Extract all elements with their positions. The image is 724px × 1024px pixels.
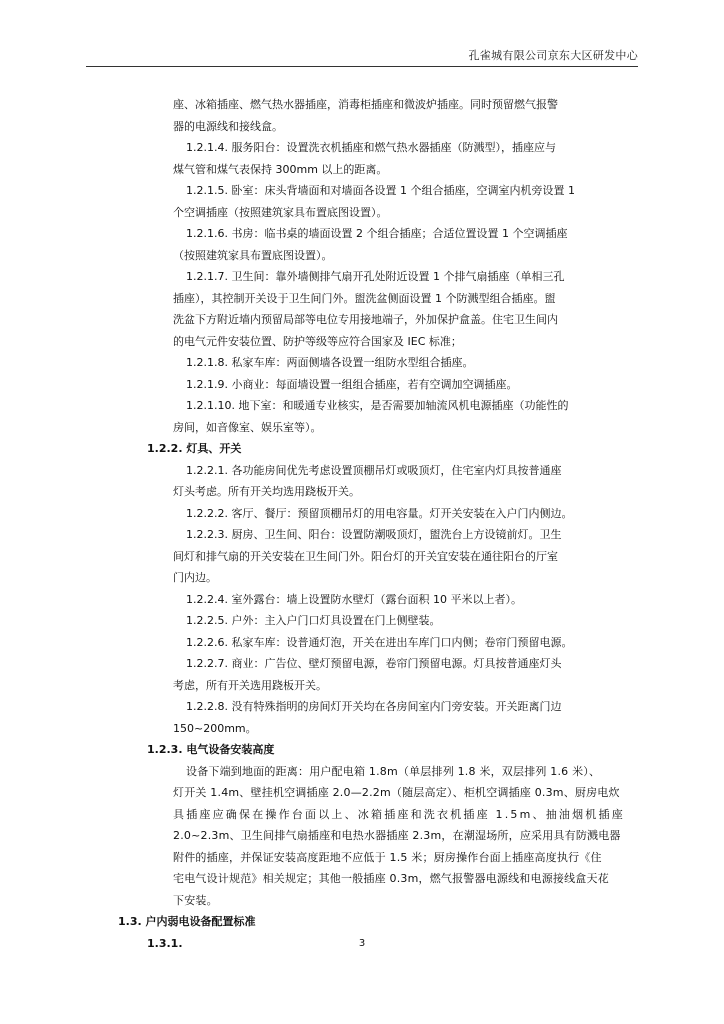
- text-line: 1.2.1.5. 卧室：床头背墙面和对墙面各设置 1 个组合插座，空调室内机旁设置 1: [186, 184, 575, 197]
- text-line: 具插座应确保在操作台面以上、冰箱插座和洗衣机插座 1.5m、抽油烟机插座: [173, 807, 625, 821]
- text-line: 1.2.2.7. 商业：广告位、壁灯预留电源，卷帘门预留电源。灯具按普通座灯头: [186, 657, 562, 670]
- text-line: 1.2.2.8. 没有特殊指明的房间灯开关均在各房间室内门旁安装。开关距离门边: [186, 700, 562, 713]
- text-line: 煤气管和煤气表保持 300mm 以上的距离。: [173, 162, 388, 176]
- text-line: 的电气元件安装位置、防护等级等应符合国家及 IEC 标准；: [173, 334, 462, 348]
- text-line: 灯开关 1.4m、壁挂机空调插座 2.0—2.2m（随层高定）、柜机空调插座 0.3m、厨房电炊: [173, 786, 620, 799]
- text-line: 1.2.2.4. 室外露台：墙上设置防水壁灯（露台面积 10 平米以上者）。: [186, 592, 522, 606]
- text-line: 间灯和排气扇的开关安装在卫生间门外。阳台灯的开关宜安装在通往阳台的厅室: [173, 549, 558, 563]
- chapter-heading: 1.3. 户内弱电设备配置标准: [118, 915, 256, 928]
- section-heading: 1.2.3. 电气设备安装高度: [147, 743, 275, 756]
- text-line: 1.2.1.6. 书房：临书桌的墙面设置 2 个组合插座；合适位置设置 1 个空调插座: [186, 227, 568, 240]
- text-line: （按照建筑家具布置底图设置）。: [173, 248, 333, 262]
- text-line: 附件的插座，并保证安装高度距地不应低于 1.5 米；厨房操作台面上插座高度执行《住: [173, 850, 602, 864]
- text-line: 插座），其控制开关设于卫生间门外。盥洗盆侧面设置 1 个防溅型组合插座。盥: [173, 291, 556, 305]
- text-line: 座、冰箱插座、燃气热水器插座，消毒柜插座和微波炉插座。同时预留燃气报警: [173, 98, 558, 111]
- text-line: 1.2.2.1. 各功能房间优先考虑设置顶棚吊灯或吸顶灯，住宅室内灯具按普通座: [186, 463, 562, 477]
- text-line: 150~200mm。: [173, 721, 257, 735]
- text-line: 考虑，所有开关选用跷板开关。: [173, 678, 327, 692]
- text-line: 2.0~2.3m、卫生间排气扇插座和电热水器插座 2.3m，在潮湿场所，应采用具有防溅电器: [173, 829, 621, 842]
- text-line: 器的电源线和接线盒。: [173, 119, 283, 133]
- text-line: 宅电气设计规范》相关规定；其他一般插座 0.3m，燃气报警器电源线和电源接线盒天花: [173, 872, 609, 885]
- section-heading: 1.3.1.: [147, 936, 183, 950]
- header-company: 孔雀城有限公司京东大区研发中心: [468, 49, 638, 62]
- text-line: 1.2.1.4. 服务阳台：设置洗衣机插座和燃气热水器插座（防溅型），插座应与: [186, 141, 556, 154]
- text-line: 灯头考虑。所有开关均选用跷板开关。: [173, 485, 360, 498]
- text-line: 个空调插座（按照建筑家具布置底图设置）。: [173, 205, 388, 219]
- text-line: 1.2.1.8. 私家车库：两面侧墙各设置一组防水型组合插座。: [186, 356, 474, 369]
- text-line: 1.2.2.6. 私家车库：设普通灯泡，开关在进出车库门口内侧；卷帘门预留电源。: [186, 635, 573, 649]
- page-number: 3: [358, 938, 366, 949]
- header-rule: [86, 66, 638, 67]
- text-line: 1.2.2.2. 客厅、餐厅：预留顶棚吊灯的用电容量。灯开关安装在入户门内侧边。: [186, 506, 573, 520]
- text-line: 1.2.1.9. 小商业：每面墙设置一组组合插座，若有空调加空调插座。: [186, 377, 518, 391]
- text-line: 下安装。: [173, 893, 218, 907]
- text-line: 门内边。: [173, 571, 217, 584]
- text-line: 1.2.1.10. 地下室：和暖通专业核实，是否需要加轴流风机电源插座（功能性的: [186, 399, 569, 412]
- section-heading: 1.2.2. 灯具、开关: [147, 442, 242, 455]
- text-line: 设备下端到地面的距离：用户配电箱 1.8m（单层排列 1.8 米，双层排列 1.6 米）、: [186, 764, 601, 778]
- text-line: 洗盆下方附近墙内预留局部等电位专用接地端子，外加保护盒盖。住宅卫生间内: [173, 313, 558, 326]
- text-line: 房间，如音像室、娱乐室等）。: [173, 420, 322, 434]
- text-line: 1.2.1.7. 卫生间：靠外墙侧排气扇开孔处附近设置 1 个排气扇插座（单相三孔: [186, 270, 565, 283]
- text-line: 1.2.2.3. 厨房、卫生间、阳台：设置防潮吸顶灯，盥洗台上方设镜前灯。卫生: [186, 528, 562, 541]
- document-body: [0, 94, 724, 954]
- text-line: 1.2.2.5. 户外：主入户门口灯具设置在门上侧壁装。: [186, 614, 441, 627]
